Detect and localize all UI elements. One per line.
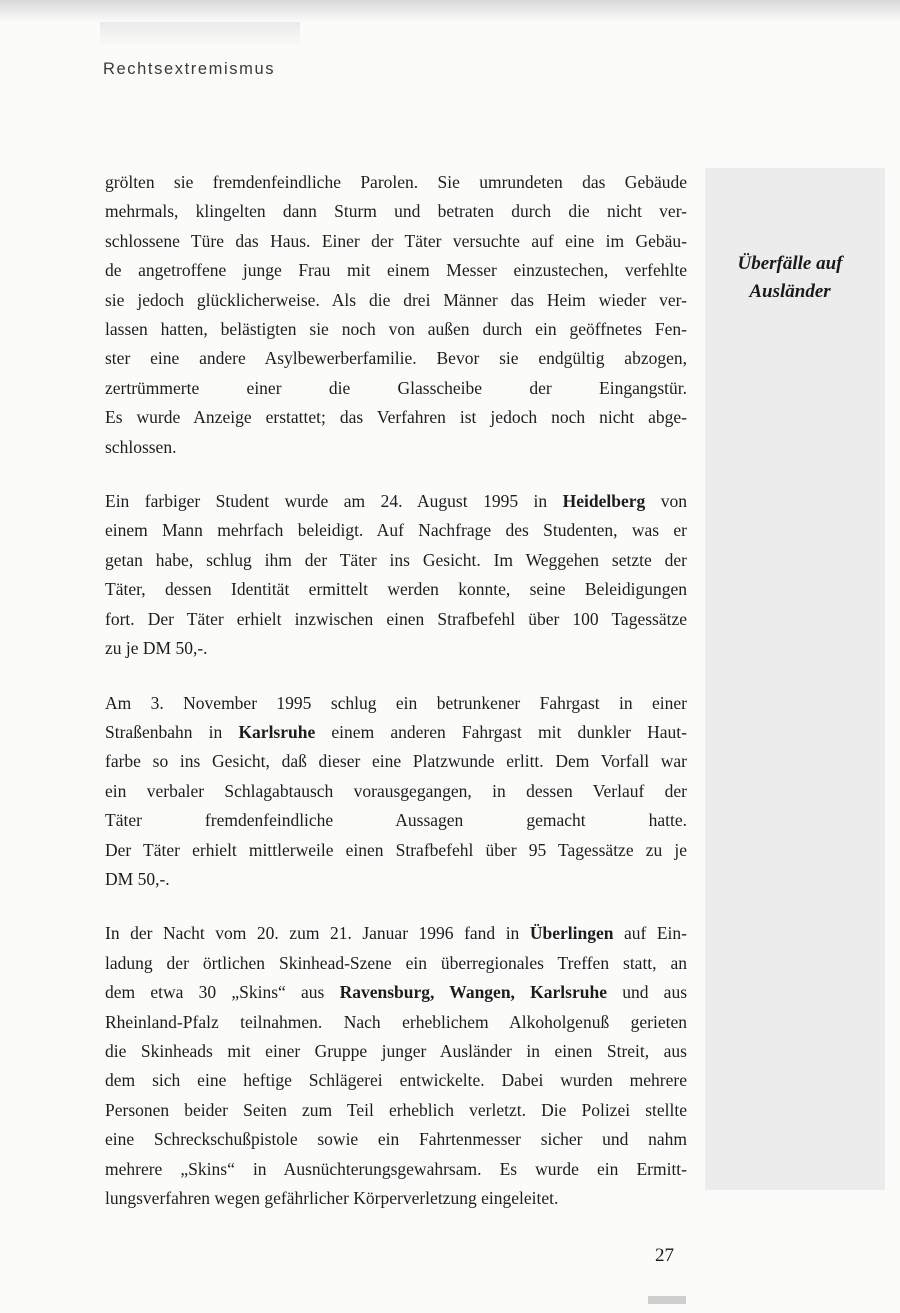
text-line [105, 344, 687, 373]
text-run: Straßenbahn in [105, 721, 239, 742]
text-run: getan habe, schlug ihm der Täter ins Gesicht. Im Weggehen setzte der [105, 549, 687, 570]
text-run: sie jedoch glücklicherweise. Als die drei Männer das Heim wieder ver- [105, 289, 687, 310]
text-line [105, 197, 687, 226]
paragraph-spacer [105, 462, 687, 487]
text-run: Täter fremdenfeindliche Aussagen gemacht hatte. [105, 810, 687, 831]
text-line [105, 403, 687, 432]
text-run: mehrmals, klingelten dann Sturm und betraten durch die nicht ver- [105, 201, 687, 222]
text-line [105, 865, 687, 894]
text-run: Am 3. November 1995 schlug ein betrunkener Fahrgast in einer [105, 692, 687, 713]
text-run: lungsverfahren wegen gefährlicher Körperverletzung eingeleitet. [105, 1188, 559, 1208]
text-line [105, 718, 687, 747]
text-run: lassen hatten, belästigten sie noch von außen durch ein geöffnetes Fen- [105, 319, 687, 340]
place-name: Ravensburg, Wangen, Karlsruhe [339, 982, 607, 1003]
text-run: grölten sie fremdenfeindliche Parolen. Sie umrundeten das Gebäude [105, 172, 687, 192]
place-name: Heidelberg [562, 491, 646, 512]
text-line [105, 168, 687, 197]
text-run: de angetroffene junge Frau mit einem Messer einzustechen, verfehlte [105, 260, 687, 281]
text-line [105, 433, 687, 462]
text-line [105, 1155, 687, 1184]
text-line [105, 487, 687, 516]
text-line [105, 747, 687, 776]
text-run: DM 50,-. [105, 868, 170, 889]
text-line [105, 919, 687, 948]
text-line [105, 1008, 687, 1037]
page-number: 27 [655, 1245, 674, 1266]
text-run: Es wurde Anzeige erstattet; das Verfahren ist jedoch noch nicht abge- [105, 407, 687, 428]
text-run: ladung der örtlichen Skinhead-Szene ein überregionales Treffen statt, an [105, 952, 687, 973]
scan-shadow-top [0, 0, 900, 22]
scan-shadow-strip [100, 22, 300, 48]
text-line [105, 1096, 687, 1125]
paragraph [105, 168, 687, 462]
text-line [105, 286, 687, 315]
text-run: und aus [606, 982, 688, 1003]
place-name: Überlingen [529, 923, 614, 944]
text-line [105, 605, 687, 634]
text-run: Der Täter erhielt mittlerweile einen Strafbefehl über 95 Tagessätze zu je [105, 839, 687, 860]
text-run: farbe so ins Gesicht, daß dieser eine Platzwunde erlitt. Dem Vorfall war [105, 751, 687, 772]
text-run: schlossen. [105, 436, 177, 457]
text-line [105, 978, 687, 1007]
text-run: ster eine andere Asylbewerberfamilie. Bevor sie endgültig abzogen, [105, 348, 687, 369]
text-run: fort. Der Täter erhielt inzwischen einen Strafbefehl über 100 Tagessätze [105, 608, 687, 629]
page-tab-mark [648, 1296, 686, 1304]
text-run: mehrere „Skins“ in Ausnüchterungsgewahrsam. Es wurde ein Ermitt- [105, 1158, 687, 1179]
text-line [105, 777, 687, 806]
text-run: dem sich eine heftige Schlägerei entwickelte. Dabei wurden mehrere [105, 1070, 687, 1091]
paragraph [105, 689, 687, 895]
body-text [105, 168, 687, 1213]
text-line [105, 634, 687, 663]
text-line [105, 575, 687, 604]
text-run: einem anderen Fahrgast mit dunkler Haut- [315, 721, 687, 742]
text-run: auf Ein- [613, 923, 687, 944]
text-line [105, 374, 687, 403]
text-line [105, 256, 687, 285]
text-run: ein verbaler Schlagabtausch vorausgegangen, in dessen Verlauf der [105, 780, 687, 801]
side-note [705, 250, 875, 306]
text-run: zu je DM 50,-. [105, 638, 208, 659]
paragraph-spacer [105, 664, 687, 689]
text-line [105, 315, 687, 344]
place-name: Karlsruhe [238, 721, 316, 742]
running-head: Rechtsextremismus [103, 60, 276, 78]
text-line [105, 1066, 687, 1095]
text-run: dem etwa 30 „Skins“ aus [105, 982, 340, 1003]
text-line [105, 227, 687, 256]
side-note-line: Überfälle auf [737, 253, 843, 274]
text-run: Ein farbiger Student wurde am 24. August 1995 in [105, 491, 563, 512]
text-run: Personen beider Seiten zum Teil erheblich verletzt. Die Polizei stellte [105, 1099, 687, 1120]
text-line [105, 949, 687, 978]
side-margin-panel [705, 168, 885, 1190]
text-run: von [645, 491, 687, 512]
paragraph [105, 919, 687, 1213]
text-run: die Skinheads mit einer Gruppe junger Ausländer in einen Streit, aus [105, 1040, 687, 1061]
text-run: Täter, dessen Identität ermittelt werden konnte, seine Beleidigungen [105, 579, 687, 600]
text-line [105, 516, 687, 545]
paragraph [105, 487, 687, 663]
text-line [105, 806, 687, 835]
text-line [105, 1037, 687, 1066]
text-run: In der Nacht vom 20. zum 21. Januar 1996 fand in [105, 923, 530, 944]
side-note-line: Ausländer [749, 281, 831, 302]
text-run: eine Schreckschußpistole sowie ein Fahrtenmesser sicher und nahm [105, 1129, 687, 1150]
text-run: zertrümmerte einer die Glasscheibe der Eingangstür. [105, 377, 687, 398]
text-line [105, 546, 687, 575]
text-line [105, 1184, 687, 1213]
text-line [105, 836, 687, 865]
text-line [105, 1125, 687, 1154]
paragraph-spacer [105, 894, 687, 919]
text-run: Rheinland-Pfalz teilnahmen. Nach erheblichem Alkoholgenuß gerieten [105, 1011, 687, 1032]
text-line [105, 689, 687, 718]
text-run: einem Mann mehrfach beleidigt. Auf Nachfrage des Studenten, was er [105, 520, 687, 541]
text-run: schlossene Türe das Haus. Einer der Täter versuchte auf eine im Gebäu- [105, 230, 687, 251]
